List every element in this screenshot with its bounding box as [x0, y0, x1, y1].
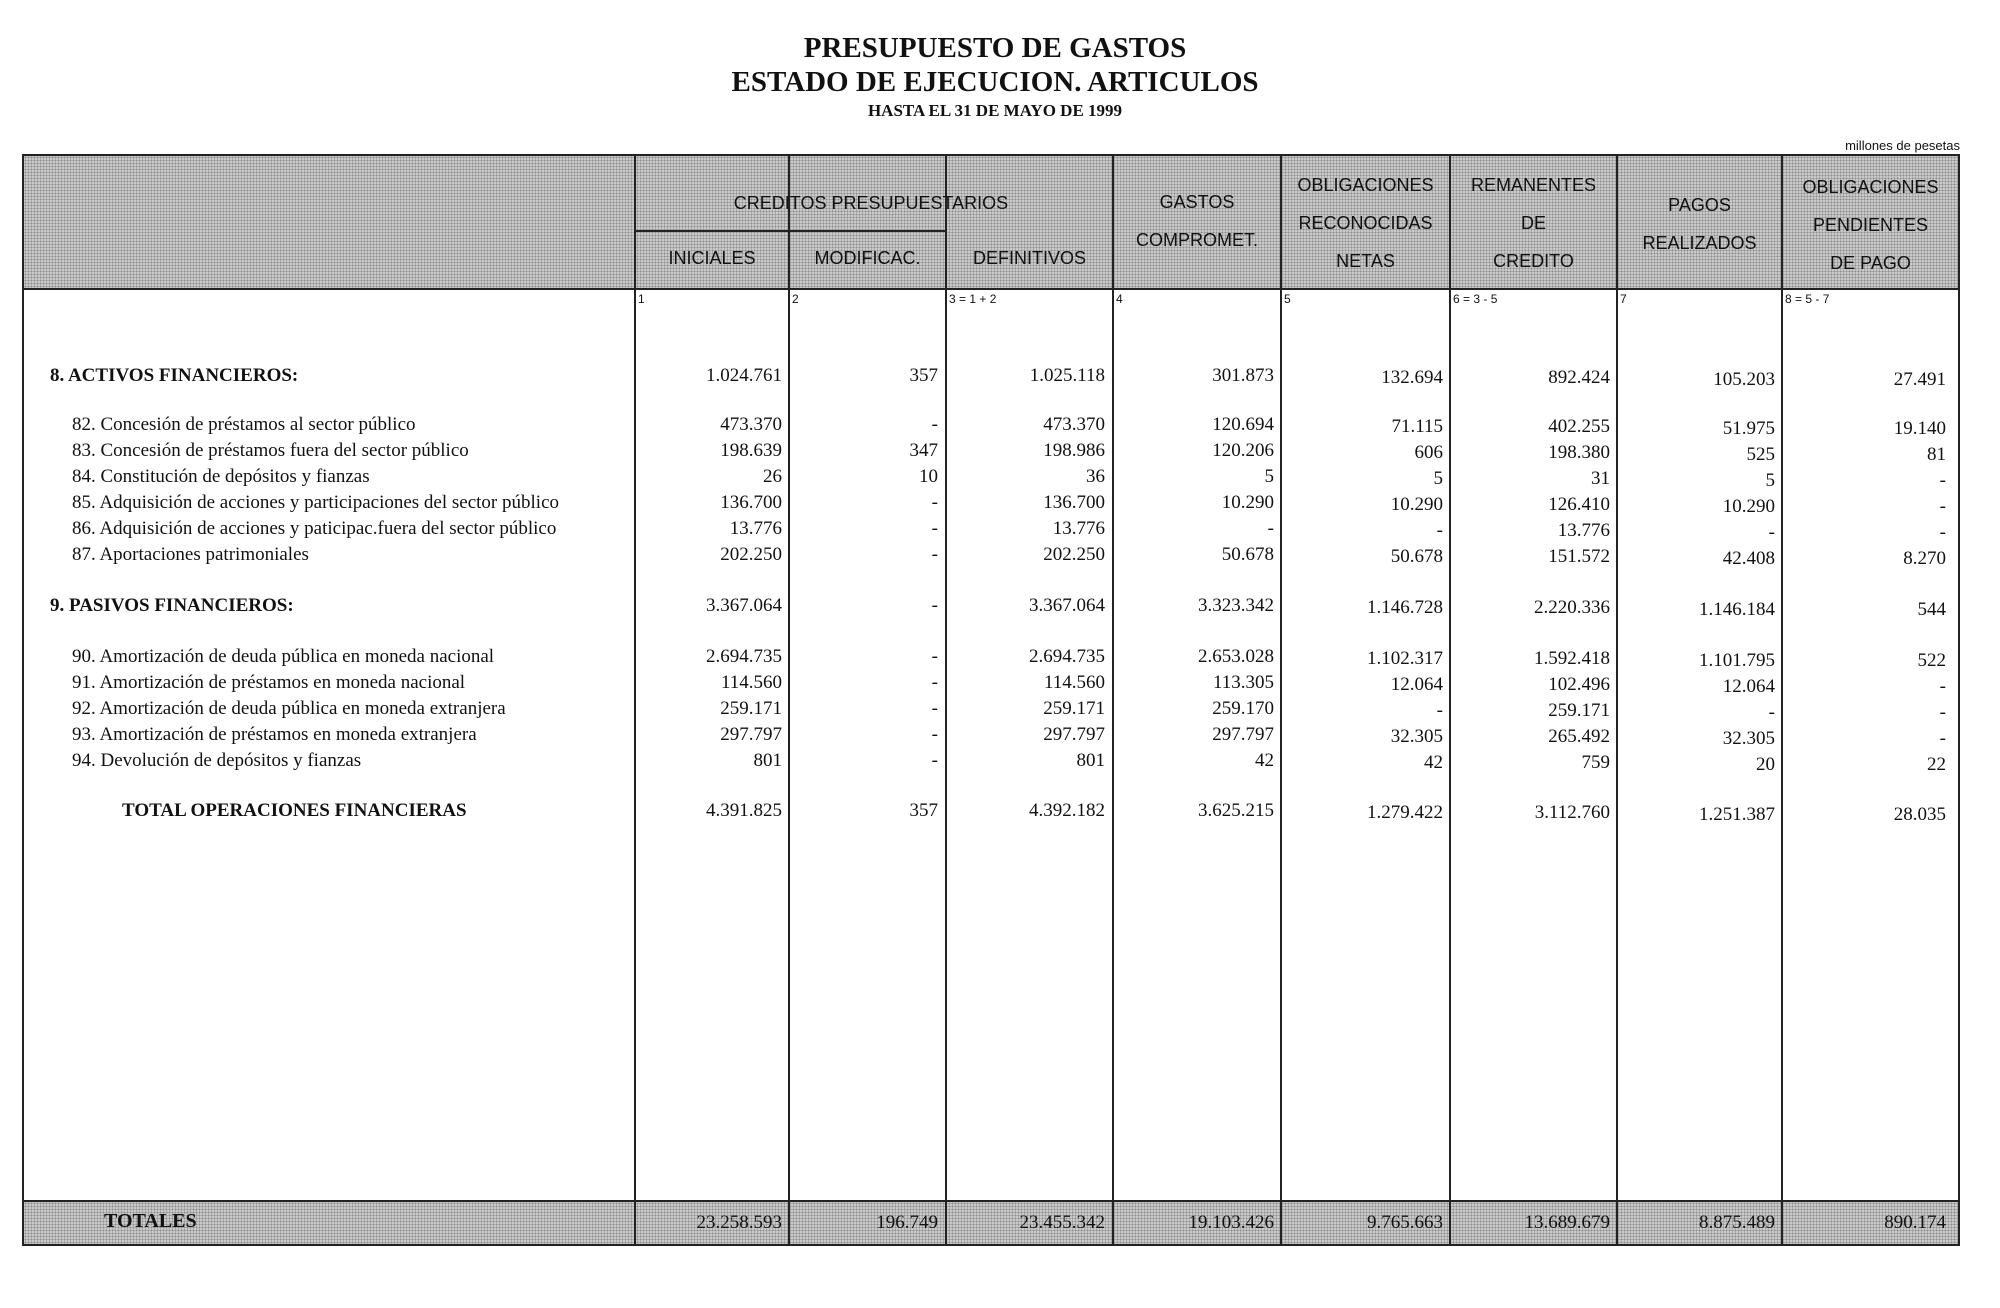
table-cell: 136.700 [720, 492, 782, 513]
table-cell: 32.305 [1722, 728, 1775, 749]
table-cell: - [931, 698, 938, 719]
table-cell: 1.102.317 [1367, 648, 1443, 669]
column-number: 4 [1116, 292, 1123, 306]
section-label: 9. PASIVOS FINANCIEROS: [50, 595, 294, 616]
table-cell: - [1267, 518, 1274, 539]
row-label: 85. Adquisición de acciones y participaciones del sector público [72, 492, 559, 513]
table-cell: 801 [1076, 750, 1105, 771]
table-cell: 892.424 [1548, 367, 1610, 388]
totals-label: TOTALES [104, 1210, 197, 1232]
table-cell: 606 [1414, 442, 1443, 463]
table-cell: 301.873 [1212, 365, 1274, 386]
table-cell: - [1436, 520, 1443, 541]
row-label: 91. Amortización de préstamos en moneda nacional [72, 672, 466, 693]
table-cell: 2.220.336 [1534, 597, 1610, 618]
header-obligaciones: OBLIGACIONES RECONOCIDAS NETAS [1297, 175, 1434, 271]
table-cell: 13.776 [1557, 520, 1610, 541]
table-cell: 1.146.728 [1367, 597, 1443, 618]
table-cell: 297.797 [720, 724, 782, 745]
table-cell: 136.700 [1043, 492, 1105, 513]
table-cell: 114.560 [720, 672, 782, 693]
table-cell: 1.146.184 [1699, 599, 1775, 620]
table-cell: 42.408 [1722, 548, 1775, 569]
table-cell: 151.572 [1548, 546, 1610, 567]
table-cell: 102.496 [1548, 674, 1610, 695]
header-pendientes: OBLIGACIONES PENDIENTES DE PAGO [1802, 177, 1939, 273]
table-cell: 5 [1264, 466, 1274, 487]
table-cell: - [1436, 700, 1443, 721]
table-cell: 22 [1927, 754, 1946, 775]
table-cell: 50.678 [1221, 544, 1274, 565]
table-cell: 10.290 [1390, 494, 1443, 515]
table-cell: - [931, 544, 938, 565]
row-label: 90. Amortización de deuda pública en moneda nacional [72, 646, 495, 667]
table-cell: - [931, 724, 938, 745]
table-cell: 1.251.387 [1699, 804, 1775, 825]
table-cell: - [1939, 496, 1946, 517]
table-cell: 202.250 [720, 544, 782, 565]
table-cell: 4.392.182 [1029, 800, 1105, 821]
page-subtitle: ESTADO DE EJECUCION. ARTICULOS [731, 66, 1259, 98]
table-cell: 26 [763, 466, 782, 487]
table-cell: 5 [1765, 470, 1775, 491]
page-title: PRESUPUESTO DE GASTOS [803, 32, 1187, 64]
table-cell: 4.391.825 [706, 800, 782, 821]
page-date: HASTA EL 31 DE MAYO DE 1999 [867, 101, 1123, 120]
row-label: 86. Adquisición de acciones y paticipac.fuera del sector público [72, 518, 557, 539]
row-label: 94. Devolución de depósitos y fianzas [72, 750, 362, 771]
totals-cell: 23.258.593 [696, 1212, 782, 1233]
table-cell: 13.776 [729, 518, 782, 539]
table-cell: 1.279.422 [1367, 802, 1443, 823]
column-number: 6 = 3 - 5 [1453, 292, 1498, 306]
table-cell: 132.694 [1381, 367, 1443, 388]
table-cell: 36 [1086, 466, 1105, 487]
totals-cell: 9.765.663 [1367, 1212, 1443, 1233]
table-cell: 28.035 [1893, 804, 1946, 825]
table-cell: 3.625.215 [1198, 800, 1274, 821]
table-cell: - [1939, 676, 1946, 697]
table-cell: - [931, 672, 938, 693]
table-cell: 259.170 [1212, 698, 1274, 719]
totals-top-rule [22, 1200, 1960, 1202]
table-cell: 2.694.735 [706, 646, 782, 667]
column-number: 1 [638, 292, 645, 306]
row-label: 93. Amortización de préstamos en moneda extranjera [72, 724, 477, 745]
totals-cell: 8.875.489 [1699, 1212, 1775, 1233]
table-cell: 81 [1927, 444, 1946, 465]
section-label: 8. ACTIVOS FINANCIEROS: [50, 365, 299, 386]
table-cell: 1.101.795 [1699, 650, 1775, 671]
units-note: millones de pesetas [1845, 138, 1960, 153]
header-pagos: PAGOS REALIZADOS [1642, 195, 1757, 253]
table-cell: 259.171 [720, 698, 782, 719]
table-cell: 3.112.760 [1534, 802, 1610, 823]
table-cell: 198.639 [720, 440, 782, 461]
col-divider [1781, 154, 1783, 1246]
table-cell: 801 [753, 750, 782, 771]
table-cell: 3.323.342 [1198, 595, 1274, 616]
table-cell: - [931, 646, 938, 667]
totals-cell: 13.689.679 [1524, 1212, 1610, 1233]
table-cell: 113.305 [1212, 672, 1274, 693]
table-cell: 1.024.761 [706, 365, 782, 386]
header-bottom-rule [22, 288, 1960, 290]
table-cell: 5 [1433, 468, 1443, 489]
table-cell: 473.370 [720, 414, 782, 435]
table-cell: 12.064 [1390, 674, 1443, 695]
table-cell: 19.140 [1893, 418, 1946, 439]
table-cell: 3.367.064 [1029, 595, 1105, 616]
table-cell: 525 [1746, 444, 1775, 465]
table-cell: - [931, 750, 938, 771]
table-cell: 297.797 [1043, 724, 1105, 745]
table-cell: 1.025.118 [1029, 365, 1105, 386]
table-cell: 114.560 [1043, 672, 1105, 693]
totals-cell: 23.455.342 [1019, 1212, 1105, 1233]
table-cell: - [1939, 470, 1946, 491]
totals-cell: 890.174 [1884, 1212, 1946, 1233]
table-cell: 2.653.028 [1198, 646, 1274, 667]
table-cell: 50.678 [1390, 546, 1443, 567]
row-label: 92. Amortización de deuda pública en moneda extranjera [72, 698, 506, 719]
row-label: 87. Aportaciones patrimoniales [72, 544, 309, 565]
table-cell: 12.064 [1722, 676, 1775, 697]
column-number: 8 = 5 - 7 [1785, 292, 1830, 306]
row-label: 84. Constitución de depósitos y fianzas [72, 466, 370, 487]
header-modificac: MODIFICAC. [814, 248, 921, 268]
table-cell: - [1939, 702, 1946, 723]
table-cell: - [931, 414, 938, 435]
table-cell: 202.250 [1043, 544, 1105, 565]
table-cell: 357 [909, 800, 938, 821]
table-cell: 357 [909, 365, 938, 386]
table-cell: 105.203 [1713, 369, 1775, 390]
table-cell: 31 [1591, 468, 1610, 489]
col-divider [1616, 154, 1618, 1246]
table-cell: - [1768, 702, 1775, 723]
section-label: TOTAL OPERACIONES FINANCIERAS [122, 800, 467, 821]
row-label: 83. Concesión de préstamos fuera del sector público [72, 440, 469, 461]
header-creditos: CREDITOS PRESUPUESTARIOS [733, 193, 1009, 213]
totals-cell: 196.749 [876, 1212, 938, 1233]
table-cell: 10.290 [1221, 492, 1274, 513]
table-cell: 10.290 [1722, 496, 1775, 517]
table-cell: 71.115 [1391, 416, 1443, 437]
table-cell: - [1939, 522, 1946, 543]
table-cell: 3.367.064 [706, 595, 782, 616]
header-rule [634, 230, 945, 232]
table-cell: 8.270 [1903, 548, 1946, 569]
table-cell: 120.206 [1212, 440, 1274, 461]
table-cell: 27.491 [1893, 369, 1946, 390]
table-cell: 20 [1756, 754, 1775, 775]
table-cell: - [931, 595, 938, 616]
table-cell: 297.797 [1212, 724, 1274, 745]
totals-cell: 19.103.426 [1188, 1212, 1274, 1233]
table-cell: 259.171 [1043, 698, 1105, 719]
table-cell: 198.986 [1043, 440, 1105, 461]
table-cell: 522 [1917, 650, 1946, 671]
header-iniciales: INICIALES [668, 248, 756, 268]
table-cell: 759 [1581, 752, 1610, 773]
table-cell: - [931, 492, 938, 513]
table-cell: - [931, 518, 938, 539]
table-cell: 10 [919, 466, 938, 487]
table-cell: 347 [909, 440, 938, 461]
table-cell: 13.776 [1052, 518, 1105, 539]
table-cell: 544 [1917, 599, 1946, 620]
row-label: 82. Concesión de préstamos al sector público [72, 414, 416, 435]
table-cell: 32.305 [1390, 726, 1443, 747]
header-gastos: GASTOS COMPROMET. [1135, 192, 1258, 250]
header-definitivos: DEFINITIVOS [972, 248, 1086, 268]
table-cell: 265.492 [1548, 726, 1610, 747]
table-cell: 126.410 [1548, 494, 1610, 515]
table-cell: 1.592.418 [1534, 648, 1610, 669]
table-cell: 2.694.735 [1029, 646, 1105, 667]
column-number: 7 [1620, 292, 1627, 306]
header-remanentes: REMANENTES DE CREDITO [1470, 175, 1596, 271]
table-cell: 402.255 [1548, 416, 1610, 437]
table-cell: - [1939, 728, 1946, 749]
table-cell: - [1768, 522, 1775, 543]
column-number: 5 [1284, 292, 1291, 306]
column-number: 2 [792, 292, 799, 306]
table-cell: 259.171 [1548, 700, 1610, 721]
table-cell: 51.975 [1722, 418, 1775, 439]
table-cell: 42 [1255, 750, 1274, 771]
table-cell: 473.370 [1043, 414, 1105, 435]
table-cell: 42 [1424, 752, 1443, 773]
table-cell: 120.694 [1212, 414, 1274, 435]
table-cell: 198.380 [1548, 442, 1610, 463]
column-number: 3 = 1 + 2 [949, 292, 997, 306]
